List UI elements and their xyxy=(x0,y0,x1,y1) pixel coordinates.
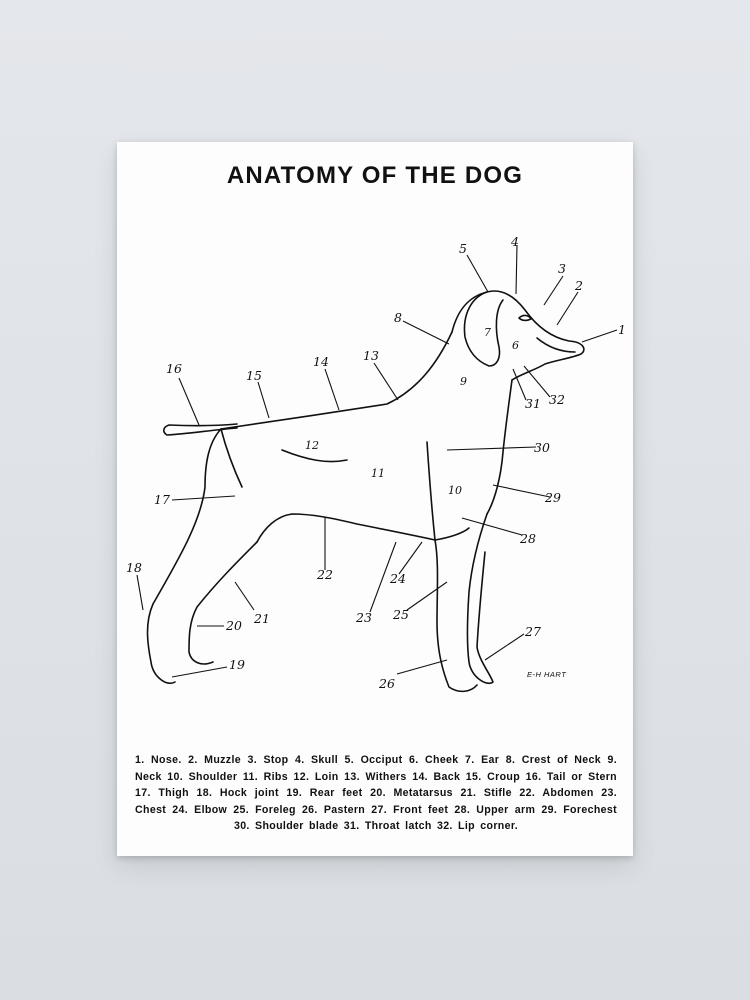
mouth-line xyxy=(537,338,575,352)
legend-item: 26. Pastern xyxy=(301,803,366,816)
tail-shape xyxy=(164,424,237,435)
legend-item: 30. Shoulder blade xyxy=(233,820,339,833)
legend-item: 3. Stop xyxy=(247,754,289,766)
legend-item: 12. Loin xyxy=(293,770,339,783)
front-leg-near xyxy=(468,514,494,683)
part-labels xyxy=(126,234,626,691)
label-25: 25 xyxy=(393,607,409,622)
legend-item: 1. Nose. xyxy=(135,754,182,766)
label-16: 16 xyxy=(166,361,182,376)
label-18: 18 xyxy=(126,560,142,575)
label-2: 2 xyxy=(575,278,583,293)
legend-item: 6. Cheek xyxy=(408,754,459,766)
label-4: 4 xyxy=(511,234,519,249)
legend-item: 19. Rear feet xyxy=(286,787,363,800)
label-19: 19 xyxy=(229,657,245,672)
legend-item: 7. Ear xyxy=(465,754,500,766)
legend-item: 14. Back xyxy=(412,770,461,783)
label-11: 11 xyxy=(371,467,385,480)
legend-item: 23. Chest xyxy=(135,787,618,816)
label-30: 30 xyxy=(534,440,550,455)
artist-signature: E-H HART xyxy=(527,670,567,679)
parts-legend xyxy=(135,752,617,835)
label-29: 29 xyxy=(545,490,561,505)
legend-item: 15. Croup xyxy=(465,770,521,783)
label-17: 17 xyxy=(154,492,170,507)
label-24: 24 xyxy=(390,571,406,586)
legend-item: 20. Metatarsus xyxy=(370,787,453,800)
label-31: 31 xyxy=(525,396,541,411)
throat-line xyxy=(487,380,512,514)
label-1: 1 xyxy=(618,322,626,337)
poster xyxy=(117,142,633,856)
legend-item: 5. Occiput xyxy=(344,754,403,766)
legend-item: 21. Stifle xyxy=(460,787,512,800)
label-7: 7 xyxy=(484,326,491,339)
label-10: 10 xyxy=(448,484,462,497)
dog-diagram xyxy=(117,142,633,742)
label-8: 8 xyxy=(394,310,402,325)
label-12: 12 xyxy=(305,439,319,452)
belly-outline xyxy=(257,514,435,542)
leader-lines xyxy=(137,245,617,677)
legend-item: 32. Lip corner. xyxy=(436,820,519,833)
label-26: 26 xyxy=(379,676,395,691)
shoulder-line xyxy=(427,442,435,540)
legend-item: 2. Muzzle xyxy=(188,754,241,766)
rear-leg-near xyxy=(148,429,222,683)
legend-item: 18. Hock joint xyxy=(196,787,279,800)
legend-item: 22. Abdomen xyxy=(519,787,594,800)
label-5: 5 xyxy=(459,241,467,256)
rear-leg-far xyxy=(189,542,257,664)
legend-item: 9. Neck xyxy=(135,754,618,783)
legend-item: 28. Upper arm xyxy=(454,803,536,816)
label-14: 14 xyxy=(313,354,329,369)
legend-item: 29. Forechest xyxy=(541,803,618,816)
label-21: 21 xyxy=(254,611,270,626)
legend-item: 16. Tail or Stern xyxy=(525,770,617,783)
legend-item: 10. Shoulder xyxy=(167,770,238,783)
label-15: 15 xyxy=(246,368,262,383)
label-9: 9 xyxy=(460,375,467,388)
label-3: 3 xyxy=(558,261,566,276)
label-20: 20 xyxy=(226,618,242,633)
legend-item: 24. Elbow xyxy=(172,803,228,816)
legend-item: 13. Withers xyxy=(344,770,407,783)
eye-shape xyxy=(519,315,531,320)
legend-item: 17. Thigh xyxy=(135,787,189,800)
legend-item: 25. Foreleg xyxy=(233,803,296,816)
legend-item: 27. Front feet xyxy=(371,803,449,816)
elbow-line xyxy=(435,528,469,540)
label-32: 32 xyxy=(549,392,565,407)
thigh-line xyxy=(221,429,242,487)
legend-item: 31. Throat latch xyxy=(343,820,432,833)
label-28: 28 xyxy=(520,531,536,546)
label-22: 22 xyxy=(317,567,333,582)
legend-item: 11. Ribs xyxy=(242,770,288,783)
label-27: 27 xyxy=(525,624,541,639)
label-13: 13 xyxy=(363,348,379,363)
poster-title: ANATOMY OF THE DOG xyxy=(226,162,524,189)
legend-item: 8. Crest of Neck xyxy=(505,754,601,766)
label-23: 23 xyxy=(356,610,372,625)
legend-item: 4. Skull xyxy=(294,754,339,766)
label-6: 6 xyxy=(512,339,519,352)
